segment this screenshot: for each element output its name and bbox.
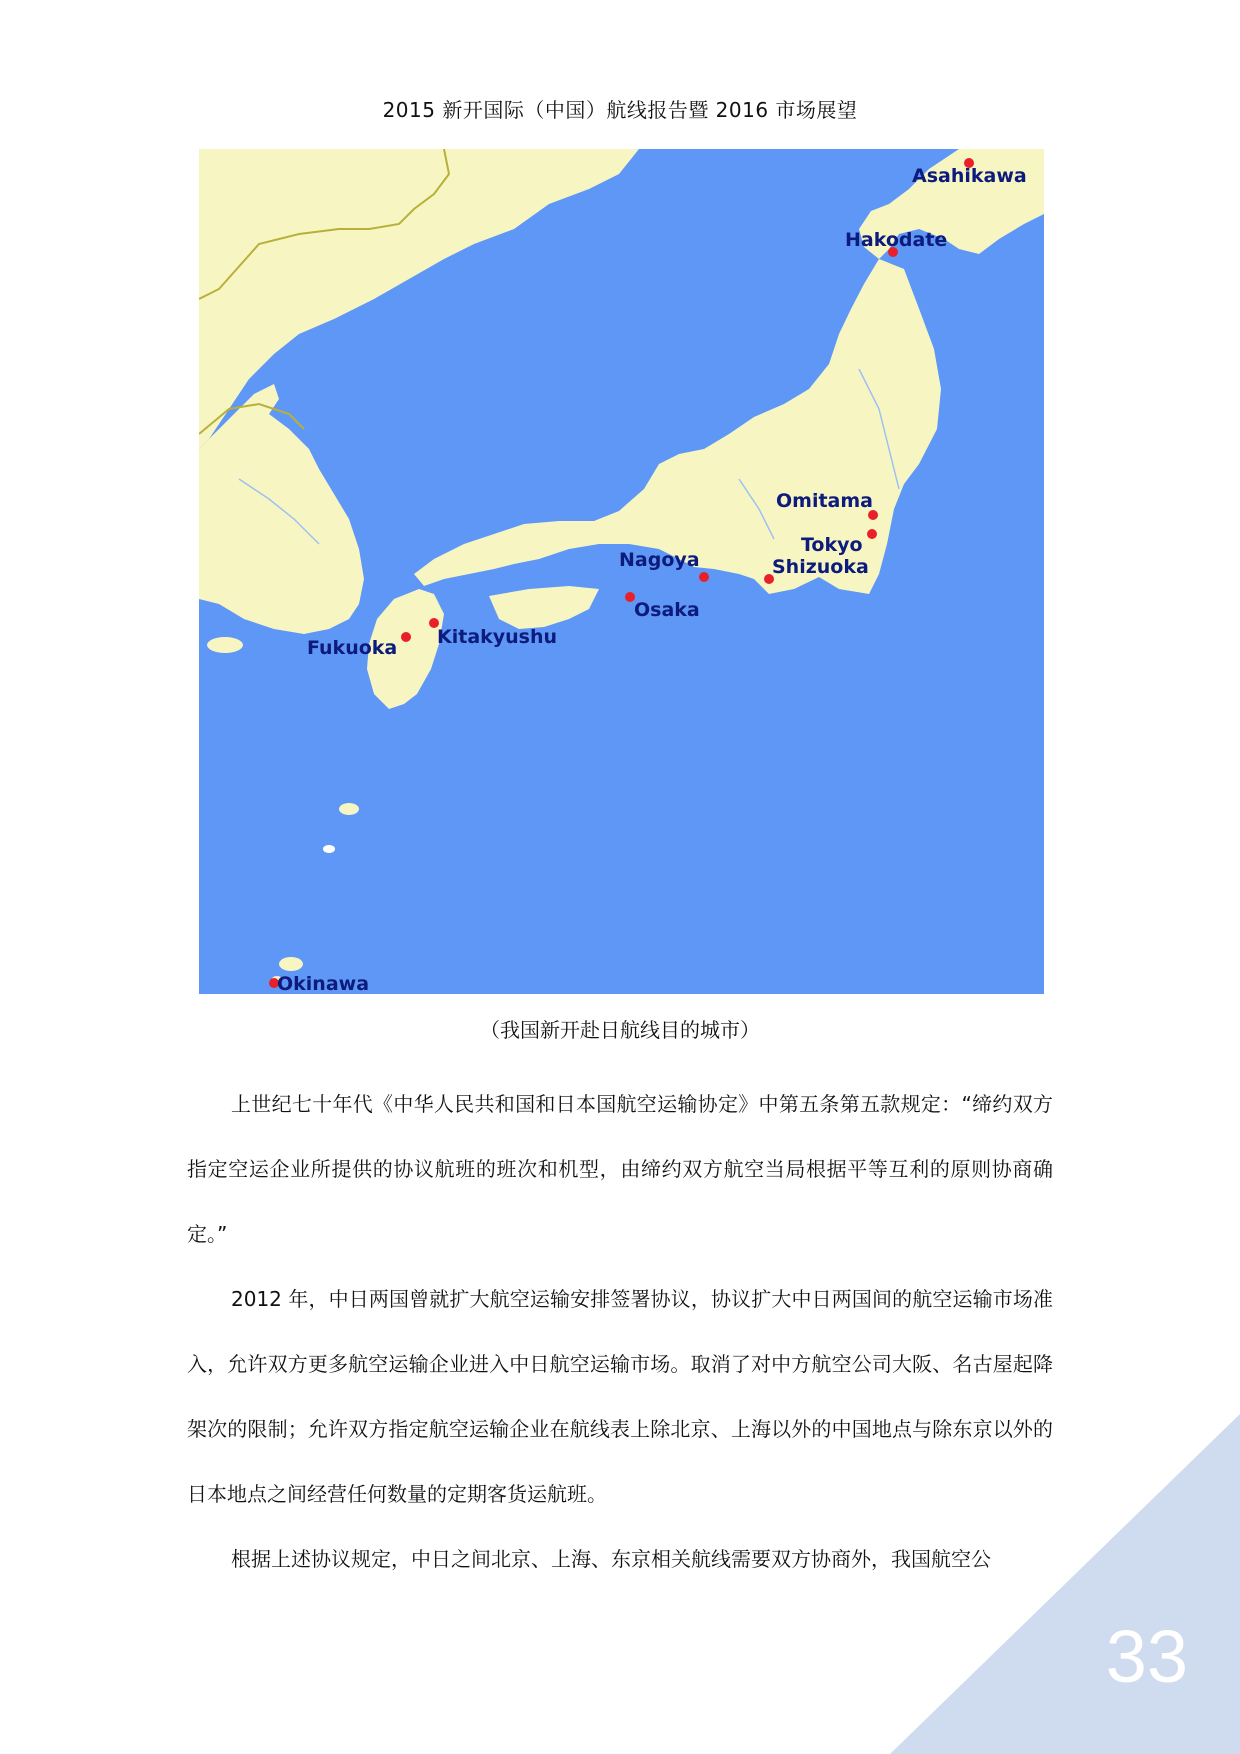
city-label-kitakyushu: Kitakyushu xyxy=(437,626,558,648)
jeju-island xyxy=(207,637,243,653)
paragraph: 上世纪七十年代《中华人民共和国和日本国航空运输协定》中第五条第五款规定：“缔约双方指定空运企业所提供的协议航班的班次和机型，由缔约双方航空当局根据平等互利的原则协商确定。” xyxy=(187,1092,1053,1246)
paragraph: 2012 年，中日两国曾就扩大航空运输安排签署协议，协议扩大中日两国间的航空运输市场准入，允许双方更多航空运输企业进入中日航空运输市场。取消了对中方航空公司大阪、名古屋起降架次的限制；允许双方指定航空运输企业在航线表上除北京、上海以外的中国地点与除东京以外的日本地点之间经营任何数量的定期客货运航班。 xyxy=(187,1287,1053,1506)
map-caption: （我国新开赴日航线目的城市） xyxy=(480,1018,760,1042)
page-header: 2015 新开国际（中国）航线报告暨 2016 市场展望 xyxy=(382,98,858,122)
city-label-tokyo: Tokyo xyxy=(801,534,863,556)
map-svg xyxy=(199,149,1044,994)
corner-triangle xyxy=(890,1414,1240,1754)
city-dot-fukuoka xyxy=(401,632,411,642)
city-label-omitama: Omitama xyxy=(776,490,873,512)
city-label-hakodate: Hakodate xyxy=(845,229,948,251)
okinawa-island xyxy=(279,957,303,971)
city-dot-nagoya xyxy=(699,572,709,582)
city-label-asahikawa: Asahikawa xyxy=(912,165,1027,187)
island-chain-2 xyxy=(323,845,335,853)
city-label-osaka: Osaka xyxy=(634,599,700,621)
corner-decoration xyxy=(890,1414,1240,1754)
city-label-shizuoka: Shizuoka xyxy=(772,556,869,578)
japan-route-map xyxy=(199,149,1044,994)
city-label-okinawa: Okinawa xyxy=(277,973,370,994)
paragraph: 根据上述协议规定，中日之间北京、上海、东京相关航线需要双方协商外，我国航空公 xyxy=(231,1547,991,1571)
city-label-nagoya: Nagoya xyxy=(619,549,700,571)
city-dot-tokyo xyxy=(867,529,877,539)
island-chain-1 xyxy=(339,803,359,815)
city-label-fukuoka: Fukuoka xyxy=(307,637,398,659)
page-number: 33 xyxy=(1105,1615,1188,1698)
